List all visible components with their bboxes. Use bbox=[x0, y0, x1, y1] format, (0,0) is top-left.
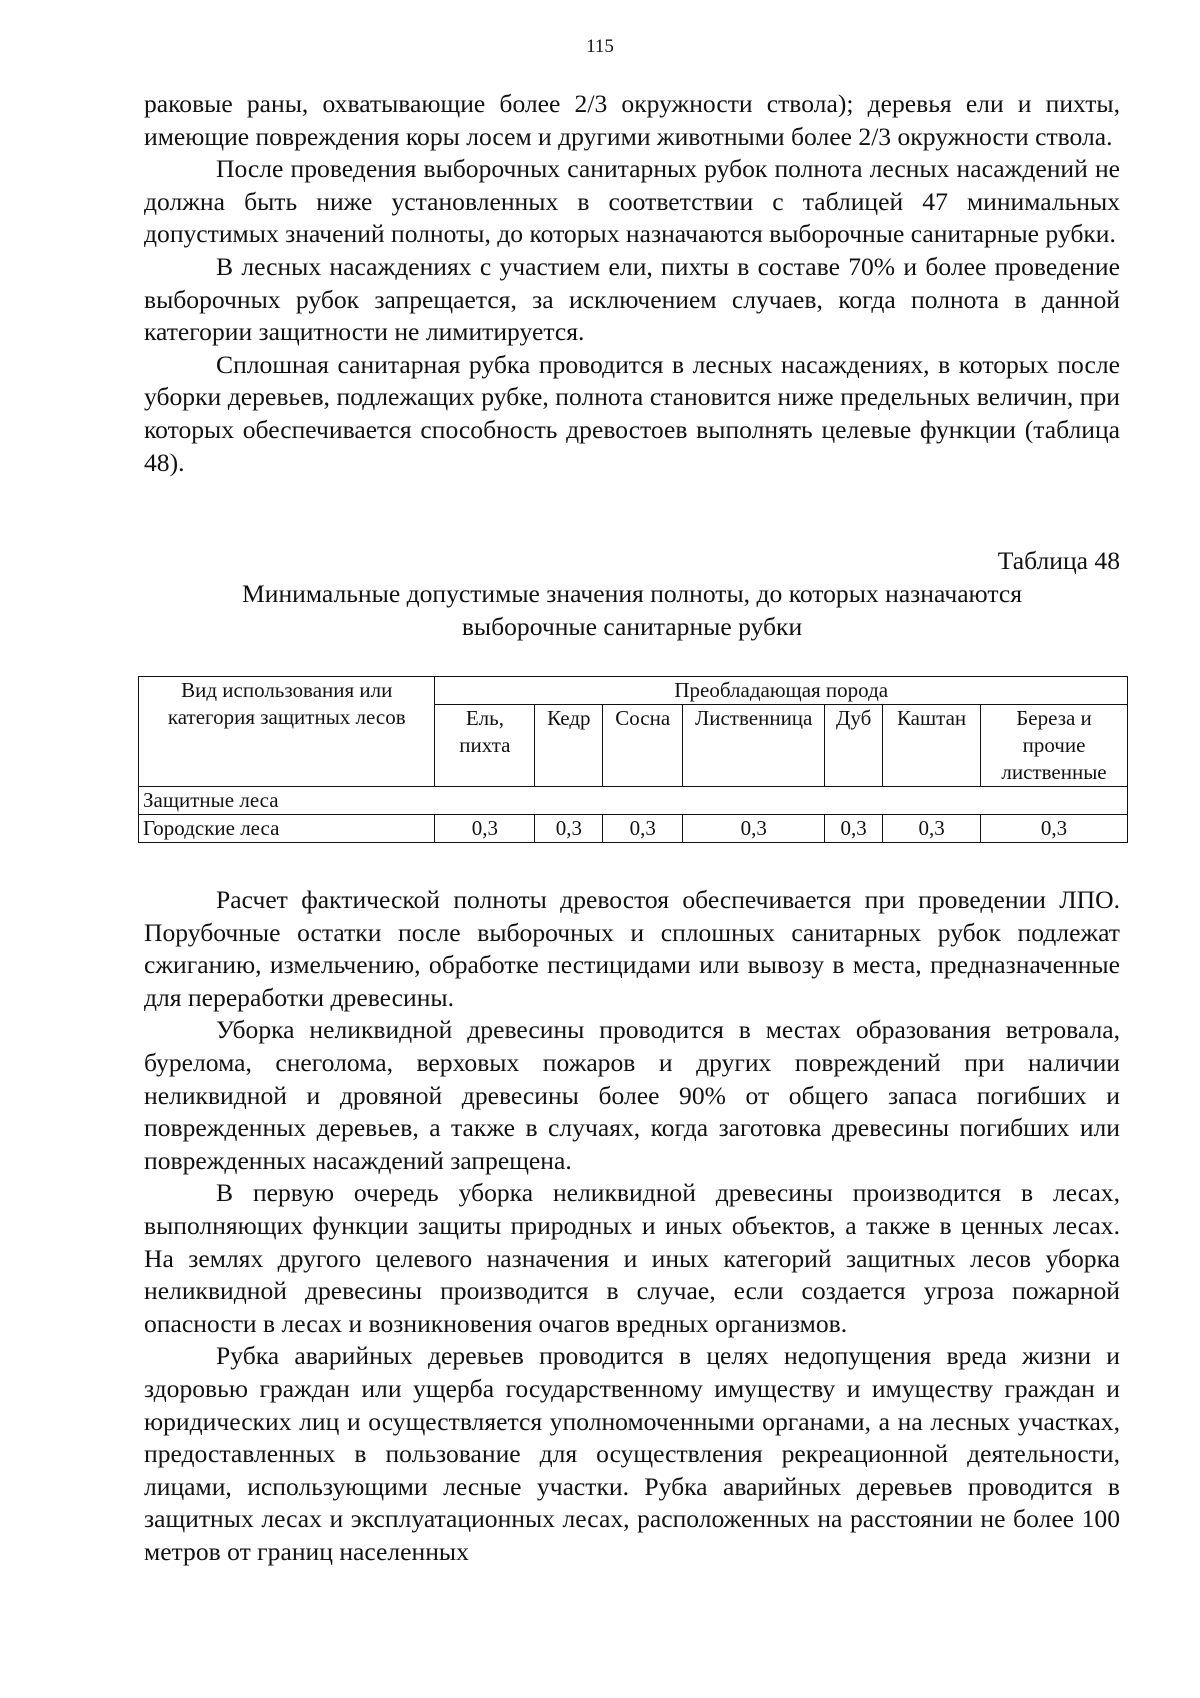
value-cell: 0,3 bbox=[825, 815, 883, 843]
paragraph: Расчет фактической полноты древостоя обеспечивается при проведении ЛПО. Порубочные остатки после выборочных и сплошных санитарных рубок подлежат сжиганию, измельчению, обработке пестицидами или вывозу в места, предназначенные для переработки древесины. bbox=[144, 885, 1120, 1012]
species-header: Сосна bbox=[603, 705, 683, 787]
first-column-header bbox=[139, 677, 435, 787]
species-header: Каштан bbox=[883, 705, 981, 787]
table-title-line: Минимальные допустимые значения полноты, до которых назначаются bbox=[242, 579, 1022, 608]
value-cell: 0,3 bbox=[981, 815, 1128, 843]
value-cell: 0,3 bbox=[535, 815, 603, 843]
group-header: Преобладающая порода bbox=[435, 677, 1128, 705]
species-header: Лиственница bbox=[683, 705, 825, 787]
paragraph: После проведения выборочных санитарных рубок полнота лесных насаждений не должна быть ниже установленных в соответствии с таблицей 47 минимальных допустимых значений полноты, до которых назначаются выборочные санитарные рубки. bbox=[144, 154, 1120, 249]
value-cell: 0,3 bbox=[603, 815, 683, 843]
page-number: 115 bbox=[586, 36, 614, 57]
value-cell: 0,3 bbox=[883, 815, 981, 843]
table-row bbox=[139, 815, 1128, 843]
top-text-block bbox=[144, 88, 1120, 479]
paragraph: раковые раны, охватывающие более 2/3 окружности ствола); деревья ели и пихты, имеющие повреждения коры лосем и другими животными более 2/3 окружности ствола. bbox=[144, 89, 1120, 151]
paragraph: Сплошная санитарная рубка проводится в лесных насаждениях, в которых после уборки деревьев, подлежащих рубке, полнота становится ниже предельных величин, при которых обеспечивается способность древостоев выполнять целевые функции (таблица 48). bbox=[144, 349, 1120, 477]
species-header: Ель, пихта bbox=[435, 705, 535, 787]
paragraph: Рубка аварийных деревьев проводится в целях недопущения вреда жизни и здоровью граждан или ущерба государственному имуществу и имуществу граждан и юридических лиц и осуществляется уполномоченными органами, а на лесных участках, предоставленных в пользование для осуществления рекреационной деятельности, лицами, использующими лесные участки. Рубка аварийных деревьев проводится в защитных лесах и эксплуатационных лесах, расположенных на расстоянии не более 100 метров от границ населенных bbox=[144, 1341, 1120, 1566]
section-row: Защитные леса bbox=[139, 787, 1128, 815]
density-table bbox=[138, 676, 1128, 843]
row-label: Городские леса bbox=[139, 815, 435, 843]
header-line: категория защитных лесов bbox=[167, 705, 406, 729]
species-header: Береза и прочие лиственные bbox=[981, 705, 1128, 787]
species-header: Дуб bbox=[825, 705, 883, 787]
paragraph: В лесных насаждениях с участием ели, пихты в составе 70% и более проведение выборочных рубок запрещается, за исключением случаев, когда полнота в данной категории защитности не лимитируется. bbox=[144, 251, 1120, 347]
value-cell: 0,3 bbox=[683, 815, 825, 843]
value-cell: 0,3 bbox=[435, 815, 535, 843]
table-label: Таблица 48 bbox=[997, 546, 1120, 575]
table-title-line: выборочные санитарные рубки bbox=[461, 611, 803, 641]
species-header: Кедр bbox=[535, 705, 603, 787]
paragraph: В первую очередь уборка неликвидной древесины производится в лесах, выполняющих функции защиты природных и иных объектов, а также в ценных лесах. На землях другого целевого назначения и иных категорий защитных лесов уборка неликвидной древесины производится в случае, если создается угроза пожарной опасности в лесах и возникновения очагов вредных организмов. bbox=[144, 1178, 1120, 1338]
paragraph: Уборка неликвидной древесины проводится в местах образования ветровала, бурелома, снеголома, верховых пожаров и других повреждений при наличии неликвидной и дровяной древесины более 90% от общего запаса погибших и поврежденных деревьев, а также в случаях, когда заготовка древесины погибших или поврежденных насаждений запрещена. bbox=[144, 1015, 1120, 1175]
bottom-text-block bbox=[144, 884, 1120, 1568]
header-line: Вид использования или bbox=[181, 678, 393, 702]
table-title bbox=[144, 578, 1120, 643]
